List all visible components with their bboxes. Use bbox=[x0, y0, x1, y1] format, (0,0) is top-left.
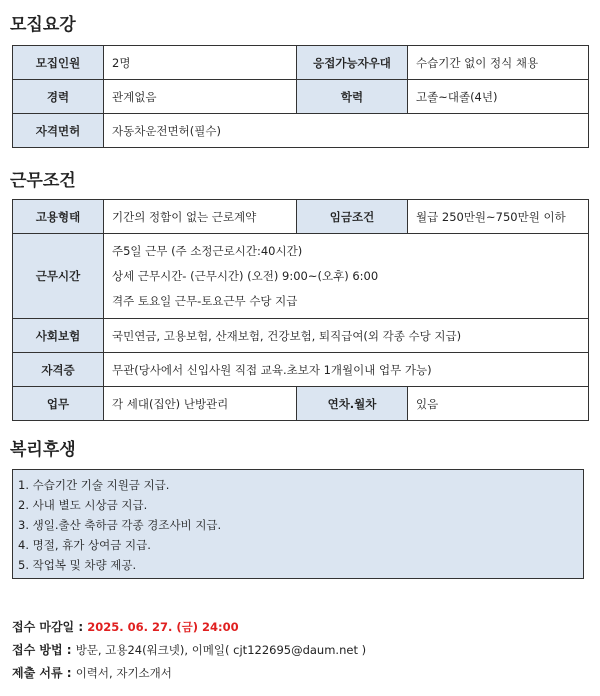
table-row bbox=[13, 319, 589, 353]
headcount-value: 2명 bbox=[104, 46, 297, 80]
table-row bbox=[13, 234, 589, 319]
method-value: 방문, 고용24(워크넷), 이메일( cjt122695@daum.net ) bbox=[75, 643, 367, 657]
employment-value: 기간의 정함이 없는 근로계약 bbox=[104, 200, 297, 234]
license-label: 자격면허 bbox=[13, 114, 104, 148]
hours-value bbox=[104, 234, 589, 319]
deadline-label: 접수 마감일 : bbox=[12, 620, 88, 634]
deadline-value: 2025. 06. 27. (금) 24:00 bbox=[87, 620, 239, 634]
hours-line: 상세 근무시간- (근무시간) (오전) 9:00~(오후) 6:00 bbox=[112, 268, 379, 283]
insurance-value: 국민연금, 고용보험, 산재보험, 건강보험, 퇴직급여(외 각종 수당 지급) bbox=[104, 319, 589, 353]
table-row bbox=[13, 200, 589, 234]
leave-label: 연차.월차 bbox=[297, 387, 408, 421]
cert-label: 자격증 bbox=[13, 353, 104, 387]
career-label: 경력 bbox=[13, 80, 104, 114]
list-item: 5. 작업복 및 차량 제공. bbox=[18, 558, 137, 572]
education-value: 고졸~대졸(4년) bbox=[408, 80, 589, 114]
docs-value: 이력서, 자기소개서 bbox=[75, 666, 172, 680]
section-title-recruit: 모집요강 bbox=[10, 15, 76, 35]
list-item: 4. 명절, 휴가 상여금 지급. bbox=[18, 538, 151, 552]
preference-label: 응접가능자우대 bbox=[297, 46, 408, 80]
license-value: 자동차운전면허(필수) bbox=[104, 114, 589, 148]
table-row bbox=[13, 114, 589, 148]
table-row bbox=[13, 46, 589, 80]
education-label: 학력 bbox=[297, 80, 408, 114]
list-item: 1. 수습기간 기술 지원금 지급. bbox=[18, 478, 170, 492]
table-row bbox=[13, 80, 589, 114]
hours-line: 주5일 근무 (주 소정근로시간:40시간) bbox=[112, 243, 303, 258]
leave-value: 있음 bbox=[408, 387, 589, 421]
method-label: 접수 방법 : bbox=[12, 643, 76, 657]
insurance-label: 사회보험 bbox=[13, 319, 104, 353]
method-line bbox=[12, 641, 366, 658]
recruit-table bbox=[12, 45, 589, 148]
section-title-benefits: 복리후생 bbox=[10, 440, 76, 460]
duty-value: 각 세대(집안) 난방관리 bbox=[104, 387, 297, 421]
cert-value: 무관(당사에서 신입사원 직접 교육.초보자 1개월이내 업무 가능) bbox=[104, 353, 589, 387]
hours-label: 근무시간 bbox=[13, 234, 104, 319]
docs-line bbox=[12, 664, 172, 681]
list-item: 3. 생일.출산 축하금 각종 경조사비 지급. bbox=[18, 518, 222, 532]
wage-label: 임금조건 bbox=[297, 200, 408, 234]
career-value: 관계없음 bbox=[104, 80, 297, 114]
docs-label: 제출 서류 : bbox=[12, 666, 76, 680]
work-table bbox=[12, 199, 589, 421]
wage-value: 월급 250만원~750만원 이하 bbox=[408, 200, 589, 234]
table-row bbox=[13, 387, 589, 421]
duty-label: 업무 bbox=[13, 387, 104, 421]
preference-value: 수습기간 없이 정식 채용 bbox=[408, 46, 589, 80]
headcount-label: 모집인원 bbox=[13, 46, 104, 80]
benefits-box bbox=[12, 469, 584, 579]
list-item: 2. 사내 별도 시상금 지급. bbox=[18, 498, 148, 512]
employment-label: 고용형태 bbox=[13, 200, 104, 234]
deadline-line bbox=[12, 618, 239, 635]
section-title-work: 근무조건 bbox=[10, 171, 76, 191]
hours-line: 격주 토요일 근무-토요근무 수당 지급 bbox=[112, 293, 298, 308]
table-row bbox=[13, 353, 589, 387]
